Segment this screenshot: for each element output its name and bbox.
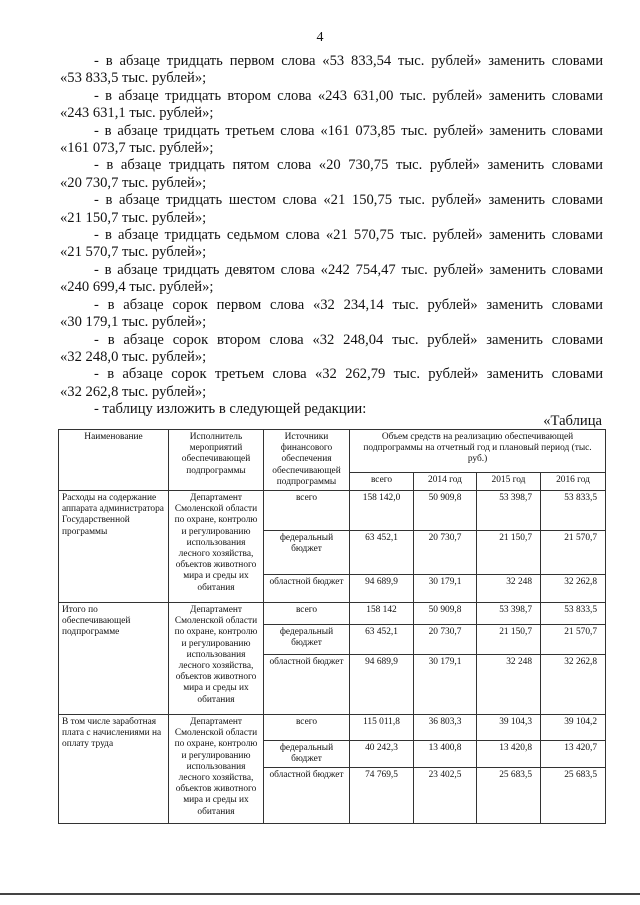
cell-2015: 32 248 bbox=[477, 575, 541, 603]
cell-2014: 30 179,1 bbox=[414, 655, 477, 715]
cell-total: 94 689,9 bbox=[350, 575, 414, 603]
amendment-text bbox=[60, 53, 603, 419]
cell-2014: 30 179,1 bbox=[414, 575, 477, 603]
budget-table bbox=[58, 429, 606, 824]
cell-2016: 21 570,7 bbox=[541, 531, 606, 575]
header-name: Наименование bbox=[59, 430, 169, 491]
row-source: федеральный бюджет bbox=[264, 625, 350, 655]
row-name: В том числе заработная плата с начислениями на оплату труда bbox=[59, 715, 169, 824]
row-executor: Департамент Смоленской области по охране, контролю и регулированию использования лесного хозяйства, объектов животного мира и среды их обитания bbox=[169, 603, 264, 715]
cell-2016: 53 833,5 bbox=[541, 491, 606, 531]
row-name: Итого по обеспечивающей подпрограмме bbox=[59, 603, 169, 715]
header-total: всего bbox=[350, 472, 414, 490]
cell-total: 158 142,0 bbox=[350, 491, 414, 531]
table-row bbox=[59, 603, 606, 625]
row-source: областной бюджет bbox=[264, 575, 350, 603]
cell-total: 115 011,8 bbox=[350, 715, 414, 741]
paragraph: - в абзаце тридцать третьем слова «161 073,85 тыс. рублей» заменить словами «161 073,7 тыс. рублей»; bbox=[60, 122, 603, 157]
header-2015: 2015 год bbox=[477, 472, 541, 490]
cell-2016: 32 262,8 bbox=[541, 575, 606, 603]
cell-2016: 21 570,7 bbox=[541, 625, 606, 655]
cell-2016: 25 683,5 bbox=[541, 768, 606, 824]
cell-2016: 53 833,5 bbox=[541, 603, 606, 625]
paragraph: - в абзаце сорок третьем слова «32 262,79 тыс. рублей» заменить словами «32 262,8 тыс. рублей»; bbox=[60, 366, 603, 400]
cell-total: 94 689,9 bbox=[350, 655, 414, 715]
cell-2014: 23 402,5 bbox=[414, 768, 477, 824]
cell-2014: 36 803,3 bbox=[414, 715, 477, 741]
cell-2014: 20 730,7 bbox=[414, 625, 477, 655]
paragraph: - в абзаце тридцать девятом слова «242 754,47 тыс. рублей» заменить словами «240 699,4 тыс. рублей»; bbox=[60, 261, 603, 296]
final-line: - таблицу изложить в следующей редакции: bbox=[94, 401, 367, 418]
cell-2015: 25 683,5 bbox=[477, 768, 541, 824]
paragraph: - в абзаце тридцать седьмом слова «21 570,75 тыс. рублей» заменить словами «21 570,7 тыс. рублей»; bbox=[60, 227, 603, 261]
cell-total: 74 769,5 bbox=[350, 768, 414, 824]
header-executor: Исполнитель мероприятий обеспечивающей подпрограммы bbox=[169, 430, 264, 491]
bottom-rule bbox=[0, 893, 640, 895]
row-source: областной бюджет bbox=[264, 768, 350, 824]
cell-2016: 32 262,8 bbox=[541, 655, 606, 715]
cell-2015: 53 398,7 bbox=[477, 603, 541, 625]
row-source: федеральный бюджет bbox=[264, 741, 350, 768]
cell-2015: 53 398,7 bbox=[477, 491, 541, 531]
cell-total: 63 452,1 bbox=[350, 625, 414, 655]
table-header-row bbox=[59, 430, 606, 473]
cell-2015: 13 420,8 bbox=[477, 741, 541, 768]
paragraph: - в абзаце сорок втором слова «32 248,04 тыс. рублей» заменить словами «32 248,0 тыс. рублей»; bbox=[60, 331, 603, 365]
cell-2014: 50 909,8 bbox=[414, 491, 477, 531]
cell-2015: 21 150,7 bbox=[477, 531, 541, 575]
cell-2014: 50 909,8 bbox=[414, 603, 477, 625]
cell-2015: 32 248 bbox=[477, 655, 541, 715]
paragraph: - в абзаце тридцать первом слова «53 833,54 тыс. рублей» заменить словами «53 833,5 тыс. рублей»; bbox=[60, 53, 603, 87]
row-source: федеральный бюджет bbox=[264, 531, 350, 575]
header-2016: 2016 год bbox=[541, 472, 606, 490]
cell-2014: 20 730,7 bbox=[414, 531, 477, 575]
table-row bbox=[59, 715, 606, 741]
row-name: Расходы на содержание аппарата администратора Государственной программы bbox=[59, 491, 169, 603]
cell-2015: 39 104,3 bbox=[477, 715, 541, 741]
table-row bbox=[59, 491, 606, 531]
paragraph: - в абзаце сорок первом слова «32 234,14 тыс. рублей» заменить словами «30 179,1 тыс. рублей»; bbox=[60, 296, 603, 331]
paragraph: - в абзаце тридцать втором слова «243 631,00 тыс. рублей» заменить словами «243 631,1 тыс. рублей»; bbox=[60, 87, 603, 122]
header-sources: Источники финансового обеспечения обеспечивающей подпрограммы bbox=[264, 430, 350, 491]
cell-2016: 39 104,2 bbox=[541, 715, 606, 741]
cell-2016: 13 420,7 bbox=[541, 741, 606, 768]
cell-2015: 21 150,7 bbox=[477, 625, 541, 655]
cell-total: 40 242,3 bbox=[350, 741, 414, 768]
page-number: 4 bbox=[316, 30, 324, 45]
cell-total: 158 142 bbox=[350, 603, 414, 625]
header-2014: 2014 год bbox=[414, 472, 477, 490]
row-source: всего bbox=[264, 491, 350, 531]
row-source: всего bbox=[264, 603, 350, 625]
row-executor: Департамент Смоленской области по охране, контролю и регулированию использования лесного хозяйства, объектов животного мира и среды их обитания bbox=[169, 715, 264, 824]
header-volume: Объем средств на реализацию обеспечивающей подпрограммы на отчетный год и плановый период (тыс. руб.) bbox=[350, 430, 606, 473]
table-label: «Таблица bbox=[543, 413, 602, 429]
row-executor: Департамент Смоленской области по охране, контролю и регулированию использования лесного хозяйства, объектов животного мира и среды их обитания bbox=[169, 491, 264, 603]
paragraph: - в абзаце тридцать шестом слова «21 150,75 тыс. рублей» заменить словами «21 150,7 тыс. рублей»; bbox=[60, 192, 603, 226]
row-source: всего bbox=[264, 715, 350, 741]
row-source: областной бюджет bbox=[264, 655, 350, 715]
paragraph: - в абзаце тридцать пятом слова «20 730,75 тыс. рублей» заменить словами «20 730,7 тыс. рублей»; bbox=[60, 157, 603, 191]
cell-2014: 13 400,8 bbox=[414, 741, 477, 768]
cell-total: 63 452,1 bbox=[350, 531, 414, 575]
